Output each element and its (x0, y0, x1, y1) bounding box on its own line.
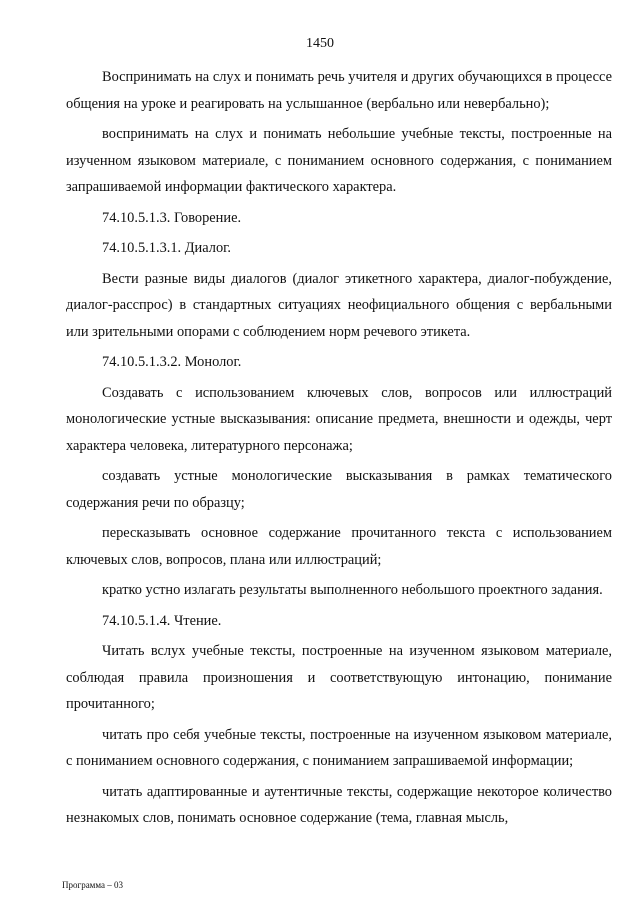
section-heading: 74.10.5.1.3.2. Монолог. (102, 354, 242, 370)
paragraph: воспринимать на слух и понимать небольшие учебные тексты, построенные на изученном языковом материале, с пониманием основного содержания, с пониманием запрашиваемой информации фактического характера. (66, 126, 612, 195)
paragraph: читать про себя учебные тексты, построенные на изученном языковом материале, с пониманием основного содержания, с пониманием запрашиваемой информации; (66, 726, 612, 769)
page-number: 1450 (306, 36, 334, 51)
paragraph: читать адаптированные и аутентичные тексты, содержащие некоторое количество незнакомых слов, понимать основное содержание (тема, главная мысль, (66, 783, 612, 826)
paragraph: кратко устно излагать результаты выполненного небольшого проектного задания. (102, 582, 603, 598)
page-footer: Программа – 03 (62, 880, 124, 890)
paragraph: Читать вслух учебные тексты, построенные на изученном языковом материале, соблюдая правила произношения и соответствующую интонацию, понимание прочитанного; (66, 643, 612, 712)
document-body (66, 64, 612, 836)
paragraph: Вести разные виды диалогов (диалог этикетного характера, диалог-побуждение, диалог-расспрос) в стандартных ситуациях неофициального общения с вербальными или зрительными опорами с соблюдением норм речевого этикета. (66, 270, 612, 340)
paragraph: пересказывать основное содержание прочитанного текста с использованием ключевых слов, вопросов, плана или иллюстраций; (66, 525, 612, 568)
paragraph: Воспринимать на слух и понимать речь учителя и других обучающихся в процессе общения на уроке и реагировать на услышанное (вербально или невербально); (66, 69, 612, 112)
paragraph: Создавать с использованием ключевых слов, вопросов или иллюстраций монологические устные высказывания: описание предмета, внешности и одежды, черт характера человека, литературного персонажа; (66, 384, 612, 454)
section-heading: 74.10.5.1.3.1. Диалог. (102, 240, 232, 256)
section-heading: 74.10.5.1.3. Говорение. (102, 209, 242, 226)
paragraph: создавать устные монологические высказывания в рамках тематического содержания речи по образцу; (66, 468, 612, 511)
section-heading: 74.10.5.1.4. Чтение. (102, 612, 222, 629)
